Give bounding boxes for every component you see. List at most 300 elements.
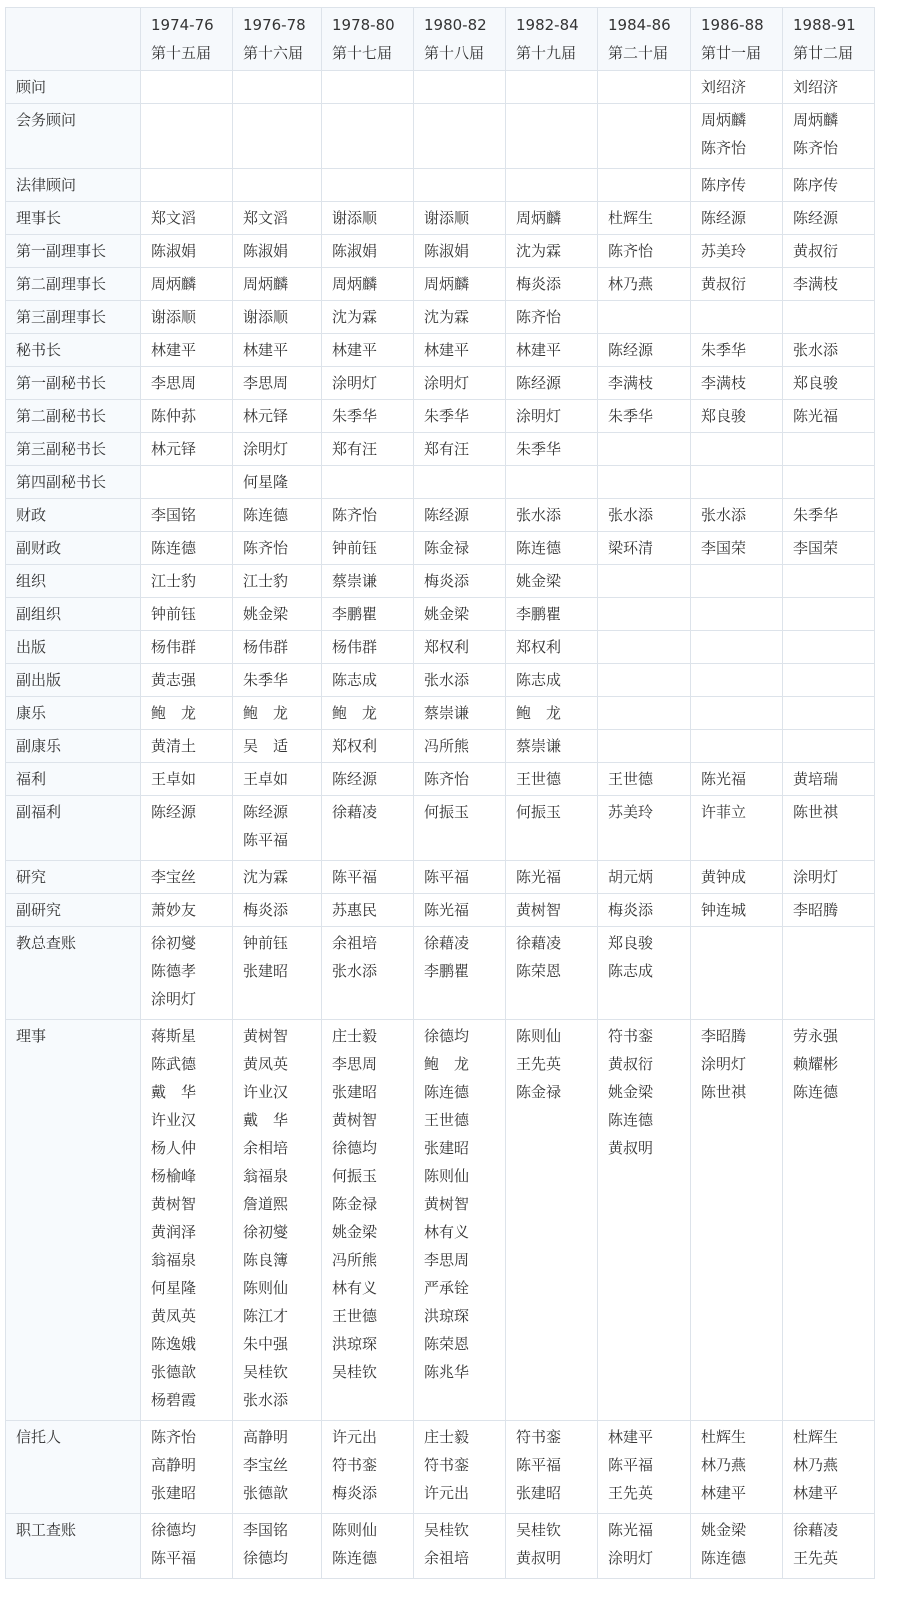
table-row: [6, 466, 875, 499]
member-name: 鲍 龙: [151, 704, 197, 722]
term-name: 第十七届: [332, 44, 393, 62]
member-cell: [322, 796, 414, 861]
member-name: 谢添顺: [151, 308, 197, 326]
member-name: 王先英: [793, 1549, 839, 1567]
member-cell: [233, 861, 322, 894]
member-name: 林乃燕: [608, 275, 654, 293]
member-cell: [414, 1514, 506, 1579]
member-name: 黄树智: [151, 1195, 197, 1213]
member-name: 徐德均: [151, 1521, 197, 1539]
member-name: 陈世祺: [793, 803, 839, 821]
term-years: 1988-91: [793, 16, 856, 34]
member-cell: [783, 400, 875, 433]
member-name: 王世德: [332, 1307, 378, 1325]
member-cell: [322, 71, 414, 104]
member-name: 郑权利: [516, 638, 562, 656]
member-cell: [783, 466, 875, 499]
member-name: 张水添: [243, 1391, 289, 1409]
role-cell: 第一副理事长: [6, 235, 141, 268]
member-cell: [598, 796, 691, 861]
member-name: 周炳麟: [793, 111, 839, 129]
member-name: 陈经源: [701, 209, 747, 227]
committee-table: [5, 7, 875, 1579]
member-name: 钟前钰: [332, 539, 378, 557]
member-name: 姚金梁: [332, 1223, 378, 1241]
member-cell: [691, 433, 783, 466]
member-name: 黄凤英: [151, 1307, 197, 1325]
member-name: 符书銮: [608, 1027, 654, 1045]
member-cell: [598, 894, 691, 927]
member-name: 陈连德: [424, 1083, 470, 1101]
term-name: 第十六届: [243, 44, 304, 62]
member-name: 涂明灯: [243, 440, 289, 458]
member-cell: [233, 631, 322, 664]
member-name: 许业汉: [243, 1083, 289, 1101]
member-name: 陈金禄: [332, 1195, 378, 1213]
term-years: 1982-84: [516, 16, 579, 34]
member-name: 陈经源: [332, 770, 378, 788]
member-name: 吴桂钦: [243, 1363, 289, 1381]
member-name: 梅炎添: [608, 901, 654, 919]
member-name: 黄树智: [332, 1111, 378, 1129]
member-cell: [141, 169, 233, 202]
member-cell: [322, 301, 414, 334]
member-name: 吴 适: [243, 737, 289, 755]
member-name: 陈淑娟: [332, 242, 378, 260]
member-name: 蒋斯星: [151, 1027, 197, 1045]
member-cell: [506, 861, 598, 894]
table-row: [6, 894, 875, 927]
member-cell: [691, 894, 783, 927]
term-header: [322, 8, 414, 71]
member-cell: [414, 104, 506, 169]
role-cell: 会务顾问: [6, 104, 141, 169]
member-cell: [783, 697, 875, 730]
member-cell: [414, 169, 506, 202]
member-cell: [322, 334, 414, 367]
member-name: 郑有汪: [424, 440, 470, 458]
member-cell: [414, 730, 506, 763]
member-name: 姚金梁: [243, 605, 289, 623]
member-cell: [691, 861, 783, 894]
member-name: 徐德均: [424, 1027, 470, 1045]
member-name: 高静明: [243, 1428, 289, 1446]
role-cell: 理事长: [6, 202, 141, 235]
term-header: [783, 8, 875, 71]
member-name: 杨碧霞: [151, 1391, 197, 1409]
member-name: 戴 华: [243, 1111, 289, 1129]
member-cell: [598, 631, 691, 664]
member-name: 黄叔衍: [701, 275, 747, 293]
member-name: 陈连德: [701, 1549, 747, 1567]
term-header: [141, 8, 233, 71]
member-name: 周炳麟: [151, 275, 197, 293]
member-name: 陈平福: [243, 831, 289, 849]
member-name: 梁环清: [608, 539, 654, 557]
member-name: 符书銮: [332, 1456, 378, 1474]
member-name: 江士豹: [151, 572, 197, 590]
member-name: 王世德: [608, 770, 654, 788]
member-name: 李国荣: [701, 539, 747, 557]
member-name: 朱季华: [243, 671, 289, 689]
member-cell: [783, 927, 875, 1020]
member-name: 赖耀彬: [793, 1055, 839, 1073]
member-cell: [691, 1514, 783, 1579]
member-cell: [691, 71, 783, 104]
member-name: 许元出: [332, 1428, 378, 1446]
table-wrapper: [5, 7, 875, 1579]
term-name: 第十九届: [516, 44, 577, 62]
member-cell: [506, 894, 598, 927]
member-name: 梅炎添: [424, 572, 470, 590]
member-name: 杨伟群: [151, 638, 197, 656]
member-cell: [233, 268, 322, 301]
member-cell: [322, 235, 414, 268]
term-header: [691, 8, 783, 71]
member-name: 林建平: [243, 341, 289, 359]
member-cell: [322, 499, 414, 532]
table-row: [6, 796, 875, 861]
member-cell: [783, 1514, 875, 1579]
member-name: 杨伟群: [243, 638, 289, 656]
member-name: 沈为霖: [516, 242, 562, 260]
term-name: 第廿一届: [701, 44, 762, 62]
member-cell: [141, 400, 233, 433]
member-cell: [506, 697, 598, 730]
member-name: 洪琼琛: [332, 1335, 378, 1353]
member-cell: [141, 433, 233, 466]
member-name: 陈荣恩: [424, 1335, 470, 1353]
member-cell: [414, 664, 506, 697]
member-name: 陈淑娟: [151, 242, 197, 260]
member-name: 劳永强: [793, 1027, 839, 1045]
member-name: 徐藉凌: [424, 934, 470, 952]
member-name: 姚金梁: [701, 1521, 747, 1539]
member-cell: [598, 104, 691, 169]
member-cell: [691, 532, 783, 565]
member-name: 鲍 龙: [424, 1055, 470, 1073]
table-row: [6, 730, 875, 763]
member-name: 陈齐怡: [424, 770, 470, 788]
member-name: 周炳麟: [516, 209, 562, 227]
role-cell: 第二副秘书长: [6, 400, 141, 433]
role-cell: 组织: [6, 565, 141, 598]
table-row: [6, 927, 875, 1020]
role-cell: 副研究: [6, 894, 141, 927]
member-name: 陈齐怡: [793, 139, 839, 157]
member-name: 陈连德: [332, 1549, 378, 1567]
member-name: 蔡崇谦: [332, 572, 378, 590]
member-name: 徐初燮: [151, 934, 197, 952]
member-name: 陈则仙: [516, 1027, 562, 1045]
member-cell: [322, 565, 414, 598]
member-cell: [783, 71, 875, 104]
member-name: 杜辉生: [793, 1428, 839, 1446]
member-cell: [141, 763, 233, 796]
member-cell: [141, 235, 233, 268]
member-name: 李满枝: [608, 374, 654, 392]
member-name: 黄志强: [151, 671, 197, 689]
member-name: 郑良骏: [701, 407, 747, 425]
member-cell: [691, 730, 783, 763]
member-name: 林建平: [151, 341, 197, 359]
member-cell: [141, 927, 233, 1020]
member-name: 徐德均: [243, 1549, 289, 1567]
member-name: 高静明: [151, 1456, 197, 1474]
member-cell: [506, 730, 598, 763]
member-cell: [506, 169, 598, 202]
member-name: 许菲立: [701, 803, 747, 821]
member-name: 李思周: [243, 374, 289, 392]
member-name: 陈平福: [424, 868, 470, 886]
member-name: 詹道熙: [243, 1195, 289, 1213]
member-name: 何振玉: [424, 803, 470, 821]
member-name: 陈光福: [424, 901, 470, 919]
member-name: 梅炎添: [332, 1484, 378, 1502]
role-cell: 副福利: [6, 796, 141, 861]
member-name: 陈齐怡: [516, 308, 562, 326]
member-cell: [691, 268, 783, 301]
member-name: 张水添: [516, 506, 562, 524]
member-name: 陈金禄: [424, 539, 470, 557]
member-cell: [141, 202, 233, 235]
member-name: 张建昭: [516, 1484, 562, 1502]
member-cell: [691, 664, 783, 697]
header-row: [6, 8, 875, 71]
member-cell: [506, 367, 598, 400]
member-name: 符书銮: [516, 1428, 562, 1446]
member-cell: [141, 334, 233, 367]
member-name: 陈光福: [516, 868, 562, 886]
member-cell: [598, 598, 691, 631]
table-row: [6, 400, 875, 433]
member-name: 郑权利: [332, 737, 378, 755]
member-cell: [141, 796, 233, 861]
member-cell: [598, 664, 691, 697]
member-cell: [598, 1514, 691, 1579]
member-name: 陈连德: [516, 539, 562, 557]
member-name: 江士豹: [243, 572, 289, 590]
member-cell: [691, 104, 783, 169]
role-cell: 福利: [6, 763, 141, 796]
member-cell: [414, 796, 506, 861]
member-cell: [322, 894, 414, 927]
member-name: 张水添: [424, 671, 470, 689]
member-name: 钟前钰: [151, 605, 197, 623]
role-cell: 财政: [6, 499, 141, 532]
member-name: 张德歆: [243, 1484, 289, 1502]
member-cell: [783, 268, 875, 301]
member-cell: [141, 532, 233, 565]
member-cell: [141, 631, 233, 664]
member-name: 陈经源: [608, 341, 654, 359]
member-name: 王先英: [516, 1055, 562, 1073]
member-cell: [414, 334, 506, 367]
member-name: 陈则仙: [424, 1167, 470, 1185]
member-cell: [691, 1421, 783, 1514]
member-name: 何星隆: [151, 1279, 197, 1297]
table-row: [6, 499, 875, 532]
member-name: 涂明灯: [608, 1549, 654, 1567]
member-name: 涂明灯: [332, 374, 378, 392]
member-name: 张水添: [701, 506, 747, 524]
member-cell: [414, 268, 506, 301]
member-name: 陈志成: [516, 671, 562, 689]
role-cell: 出版: [6, 631, 141, 664]
role-cell: 第二副理事长: [6, 268, 141, 301]
member-name: 黄叔衍: [793, 242, 839, 260]
member-cell: [414, 71, 506, 104]
member-cell: [783, 433, 875, 466]
member-name: 李满枝: [701, 374, 747, 392]
member-name: 刘绍济: [793, 78, 839, 96]
member-cell: [691, 334, 783, 367]
member-cell: [506, 1514, 598, 1579]
member-name: 庄士毅: [424, 1428, 470, 1446]
member-cell: [233, 235, 322, 268]
member-name: 陈世祺: [701, 1083, 747, 1101]
member-cell: [322, 532, 414, 565]
member-name: 严承铨: [424, 1279, 470, 1297]
member-name: 杜辉生: [701, 1428, 747, 1446]
member-cell: [598, 235, 691, 268]
member-name: 余相培: [243, 1139, 289, 1157]
member-name: 朱季华: [516, 440, 562, 458]
term-name: 第十八届: [424, 44, 485, 62]
member-name: 黄树智: [243, 1027, 289, 1045]
member-cell: [506, 499, 598, 532]
role-cell: 秘书长: [6, 334, 141, 367]
member-cell: [233, 169, 322, 202]
member-cell: [322, 730, 414, 763]
role-cell: 第四副秘书长: [6, 466, 141, 499]
member-cell: [783, 367, 875, 400]
member-cell: [414, 927, 506, 1020]
term-name: 第十五届: [151, 44, 212, 62]
member-cell: [233, 1514, 322, 1579]
member-name: 陈淑娟: [424, 242, 470, 260]
member-cell: [322, 1514, 414, 1579]
member-cell: [598, 861, 691, 894]
member-name: 李鹏瞿: [424, 962, 470, 980]
member-name: 陈齐怡: [608, 242, 654, 260]
member-name: 沈为霖: [243, 868, 289, 886]
term-years: 1986-88: [701, 16, 764, 34]
member-cell: [691, 796, 783, 861]
role-cell: 顾问: [6, 71, 141, 104]
member-cell: [233, 71, 322, 104]
member-cell: [414, 565, 506, 598]
member-cell: [233, 697, 322, 730]
member-name: 涂明灯: [793, 868, 839, 886]
member-name: 徐藉凌: [516, 934, 562, 952]
member-cell: [598, 763, 691, 796]
member-cell: [506, 433, 598, 466]
member-name: 梅炎添: [516, 275, 562, 293]
member-cell: [598, 466, 691, 499]
member-cell: [506, 202, 598, 235]
member-cell: [783, 664, 875, 697]
member-cell: [414, 894, 506, 927]
member-cell: [141, 861, 233, 894]
table-row: [6, 1421, 875, 1514]
member-name: 陈连德: [608, 1111, 654, 1129]
member-name: 蔡崇谦: [516, 737, 562, 755]
member-name: 朱季华: [701, 341, 747, 359]
member-name: 戴 华: [151, 1083, 197, 1101]
member-cell: [691, 598, 783, 631]
member-cell: [233, 499, 322, 532]
member-cell: [414, 1421, 506, 1514]
member-cell: [506, 466, 598, 499]
member-name: 李思周: [151, 374, 197, 392]
member-name: 余祖培: [424, 1549, 470, 1567]
member-cell: [322, 169, 414, 202]
member-name: 陈经源: [151, 803, 197, 821]
member-name: 陈荣恩: [516, 962, 562, 980]
member-name: 姚金梁: [424, 605, 470, 623]
member-cell: [598, 730, 691, 763]
member-name: 周炳麟: [332, 275, 378, 293]
member-cell: [141, 1514, 233, 1579]
member-cell: [783, 894, 875, 927]
member-name: 符书銮: [424, 1456, 470, 1474]
member-cell: [598, 202, 691, 235]
member-name: 陈江才: [243, 1307, 289, 1325]
member-cell: [691, 697, 783, 730]
member-cell: [141, 499, 233, 532]
member-cell: [141, 565, 233, 598]
member-name: 徐德均: [332, 1139, 378, 1157]
member-cell: [783, 104, 875, 169]
role-cell: 副康乐: [6, 730, 141, 763]
member-cell: [506, 104, 598, 169]
member-cell: [414, 598, 506, 631]
member-cell: [322, 202, 414, 235]
member-cell: [414, 861, 506, 894]
member-cell: [598, 499, 691, 532]
member-name: 鲍 龙: [332, 704, 378, 722]
member-cell: [322, 763, 414, 796]
member-cell: [322, 268, 414, 301]
role-cell: 第三副秘书长: [6, 433, 141, 466]
member-cell: [233, 763, 322, 796]
member-cell: [598, 400, 691, 433]
member-name: 徐初燮: [243, 1223, 289, 1241]
member-name: 沈为霖: [332, 308, 378, 326]
member-cell: [322, 367, 414, 400]
member-cell: [233, 565, 322, 598]
member-name: 张水添: [332, 962, 378, 980]
member-name: 郑有汪: [332, 440, 378, 458]
member-name: 陈则仙: [332, 1521, 378, 1539]
role-cell: 研究: [6, 861, 141, 894]
member-name: 李昭腾: [793, 901, 839, 919]
member-cell: [233, 466, 322, 499]
member-cell: [506, 400, 598, 433]
member-name: 梅炎添: [243, 901, 289, 919]
member-cell: [322, 466, 414, 499]
role-cell: 副财政: [6, 532, 141, 565]
term-header: [233, 8, 322, 71]
term-years: 1978-80: [332, 16, 395, 34]
member-name: 林有义: [424, 1223, 470, 1241]
member-name: 林建平: [332, 341, 378, 359]
member-cell: [414, 466, 506, 499]
table-row: [6, 763, 875, 796]
member-name: 李国铭: [243, 1521, 289, 1539]
member-cell: [783, 301, 875, 334]
